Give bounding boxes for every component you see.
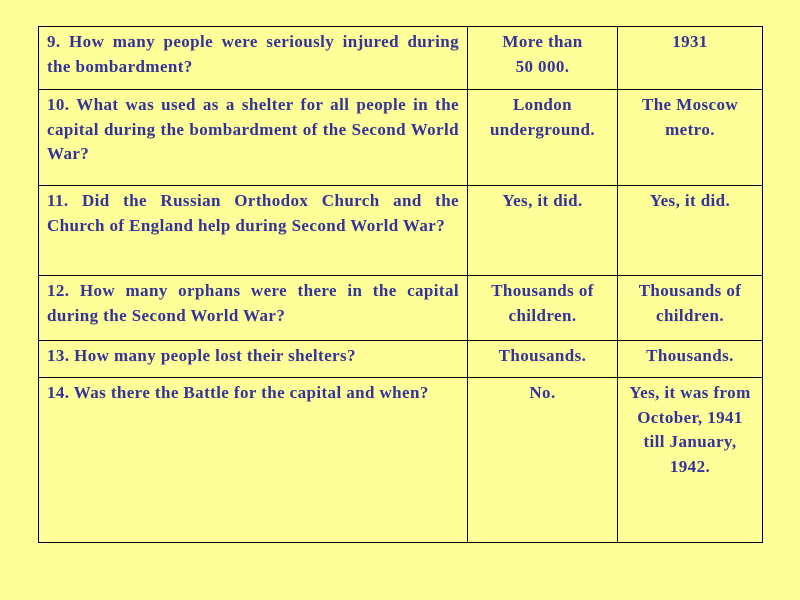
moscow-answer-cell: The Moscow metro. (618, 90, 763, 186)
moscow-answer-cell: Yes, it was from October, 1941 till January, 1942. (618, 378, 763, 543)
london-answer-cell: Thousands. (468, 341, 618, 378)
table-row (39, 90, 763, 186)
question-cell: 13. How many people lost their shelters? (39, 341, 468, 378)
london-answer-cell: No. (468, 378, 618, 543)
question-cell: 10. What was used as a shelter for all people in the capital during the bombardment of the Second World War? (39, 90, 468, 186)
moscow-answer-cell: 1931 (618, 27, 763, 90)
table-row (39, 186, 763, 276)
moscow-answer-cell: Thousands. (618, 341, 763, 378)
table-row (39, 27, 763, 90)
london-answer-cell: More than 50 000. (468, 27, 618, 90)
table-row (39, 276, 763, 341)
question-cell: 12. How many orphans were there in the capital during the Second World War? (39, 276, 468, 341)
london-answer-cell: London underground. (468, 90, 618, 186)
qa-table (38, 26, 763, 543)
question-cell: 11. Did the Russian Orthodox Church and the Church of England help during Second World War? (39, 186, 468, 276)
london-answer-cell: Thousands of children. (468, 276, 618, 341)
question-cell: 9. How many people were seriously injured during the bombardment? (39, 27, 468, 90)
moscow-answer-cell: Thousands of children. (618, 276, 763, 341)
question-cell: 14. Was there the Battle for the capital and when? (39, 378, 468, 543)
moscow-answer-cell: Yes, it did. (618, 186, 763, 276)
table-row (39, 378, 763, 543)
table-row (39, 341, 763, 378)
london-answer-cell: Yes, it did. (468, 186, 618, 276)
